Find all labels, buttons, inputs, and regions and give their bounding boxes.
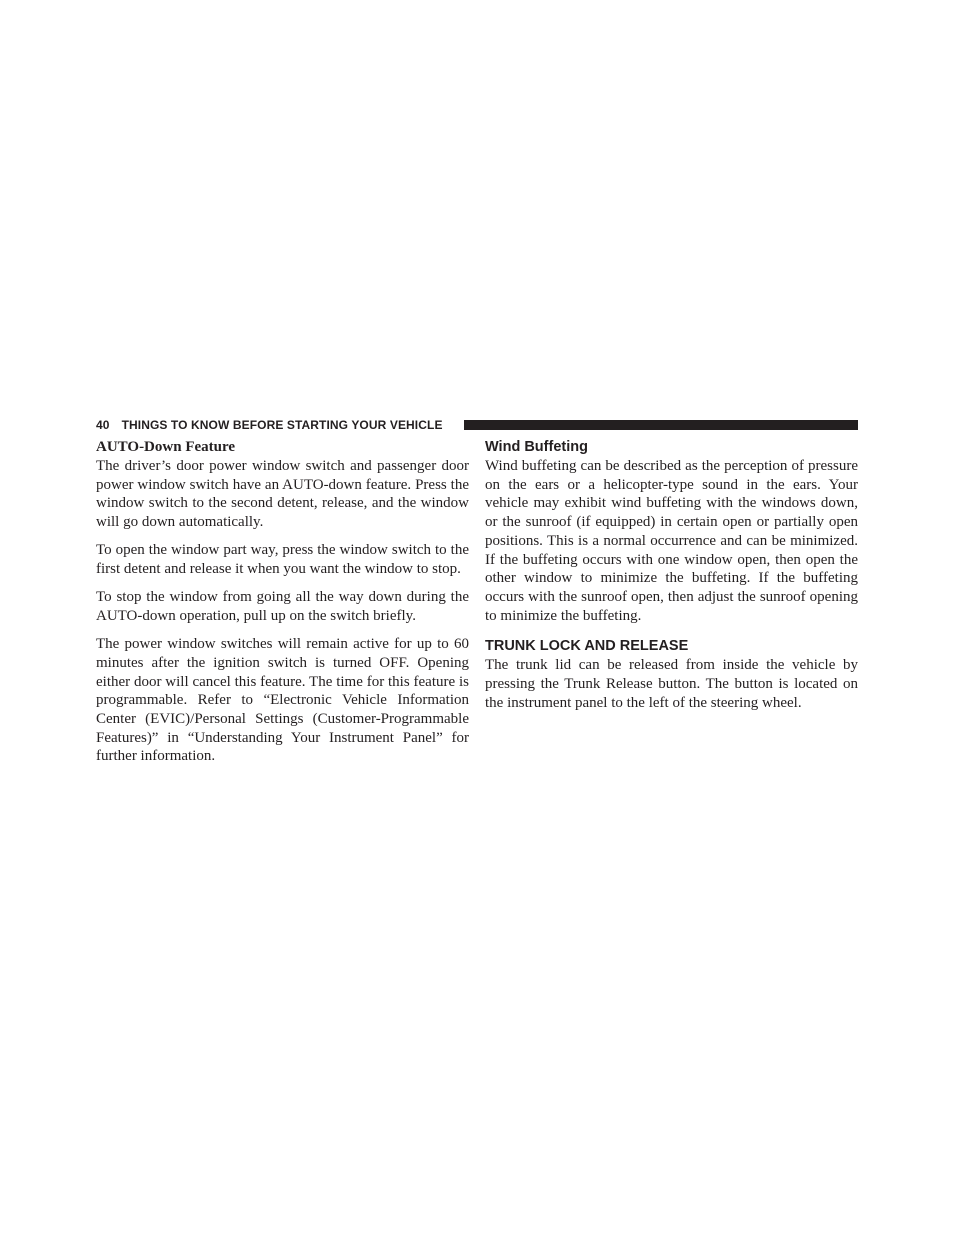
auto-down-paragraph-4: The power window switches will remain active for up to 60 minutes after the ignition switch is turned OFF. Opening either door will cancel this feature. The time for this feature is programmable. Refer to “Electronic Vehicle Information Center (EVIC)/Personal Settings (Customer-Programmable Features)” in “Understanding Your Instrument Panel” for further information. <box>96 636 469 765</box>
auto-down-paragraph-2: To open the window part way, press the window switch to the first detent and release it when you want the window to stop. <box>96 542 469 578</box>
page-number: 40 <box>96 418 110 432</box>
header-rule-bar <box>464 420 858 430</box>
right-column <box>485 438 858 712</box>
auto-down-heading: AUTO-Down Feature <box>96 439 236 455</box>
auto-down-paragraph-3: To stop the window from going all the way down during the AUTO-down operation, pull up on the switch briefly. <box>96 589 469 624</box>
wind-buffeting-heading: Wind Buffeting <box>485 439 588 455</box>
auto-down-paragraph-1: The driver’s door power window switch and passenger door power window switch have an AUTO-down feature. Press the window switch to the second detent, release, and the window will go down automatically. <box>96 458 469 531</box>
section-title: THINGS TO KNOW BEFORE STARTING YOUR VEHICLE <box>121 418 443 432</box>
header-text <box>96 416 443 434</box>
trunk-lock-heading: TRUNK LOCK AND RELEASE <box>485 638 689 655</box>
page-header <box>96 416 858 434</box>
left-column <box>96 438 469 766</box>
trunk-lock-paragraph: The trunk lid can be released from inside the vehicle by pressing the Trunk Release button. The button is located on the instrument panel to the left of the steering wheel. <box>485 657 858 711</box>
wind-buffeting-paragraph: Wind buffeting can be described as the perception of pressure on the ears or a helicopter-type sound in the ears. Your vehicle may exhibit wind buffeting with the windows down, or the sunroof (if equipped) in certain open or partially open positions. This is a normal occurrence and can be minimized. If the buffeting occurs with one window open, then open the other window to minimize the buffeting. If the buffeting occurs with the sunroof open, then adjust the sunroof opening to minimize the buffeting. <box>485 458 858 624</box>
